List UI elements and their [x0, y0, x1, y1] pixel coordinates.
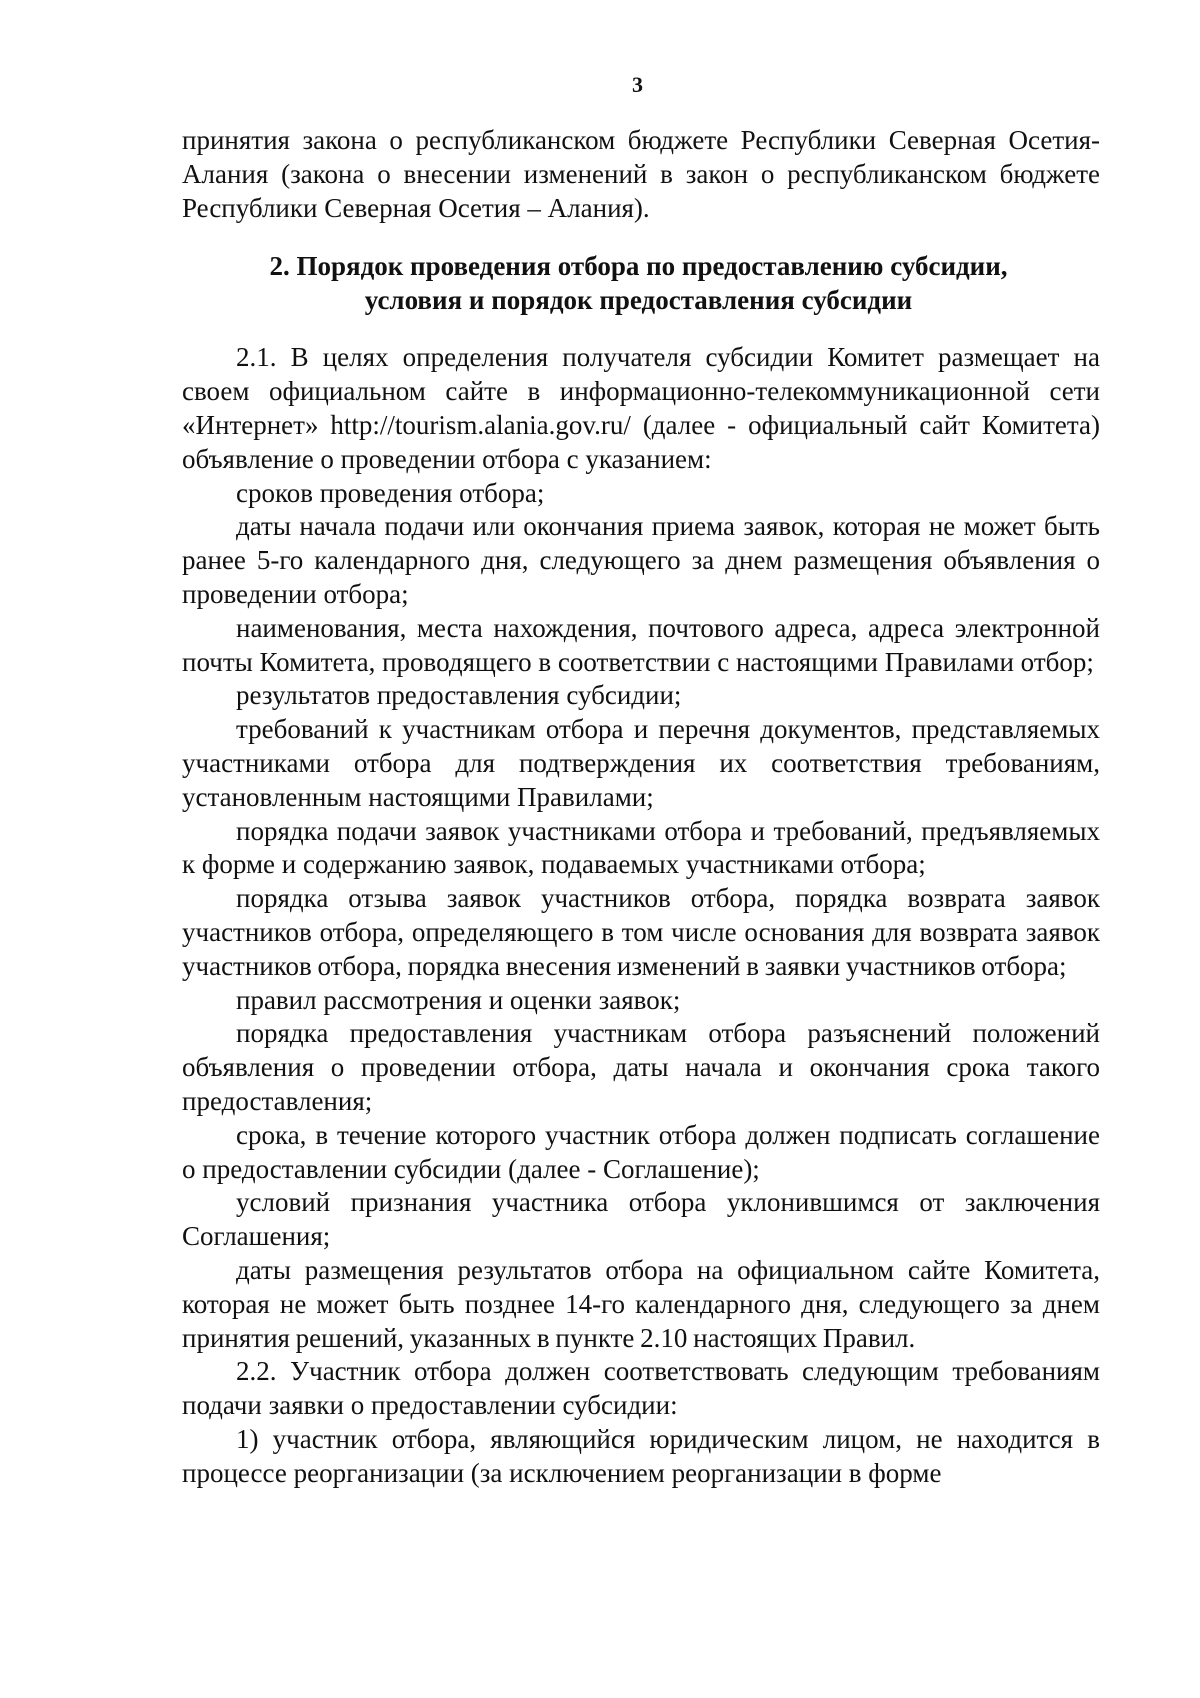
list-item: даты размещения результатов отбора на официальном сайте Комитета, которая не может быть позднее 14-го календарного дня, следующего за днем принятия решений, указанных в пункте 2.10 настоящих Правил.: [182, 1254, 1100, 1353]
list-item: наименования, места нахождения, почтового адреса, адреса электронной почты Комитета, проводящего в соответствии с настоящими Правилами отбор;: [182, 612, 1100, 677]
list-item: требований к участникам отбора и перечня документов, представляемых участниками отбора для подтверждения их соответствия требованиям, установленным настоящими Правилами;: [182, 714, 1100, 812]
list-item: срока, в течение которого участник отбора должен подписать соглашение о предоставлении субсидии (далее - Соглашение);: [182, 1119, 1100, 1184]
list-item: результатов предоставления субсидии;: [236, 680, 682, 711]
list-item: даты начала подачи или окончания приема заявок, которая не может быть ранее 5-го календарного дня, следующего за днем размещения объявления о проведении отбора;: [182, 511, 1100, 609]
paragraph-2-2: 2.2. Участник отбора должен соответствовать следующим требованиям подачи заявки о предоставлении субсидии:: [182, 1356, 1100, 1421]
section-heading: [177, 249, 1100, 317]
document-body: [182, 124, 1100, 1490]
list-item: порядка подачи заявок участниками отбора и требований, предъявляемых к форме и содержанию заявок, подаваемых участниками отбора;: [182, 815, 1100, 880]
intro-paragraph: принятия закона о республиканском бюджете Республики Северная Осетия-Алания (закона о внесении изменений в закон о республиканском бюджете Республики Северная Осетия – Алания).: [182, 125, 1100, 223]
list-item: условий признания участника отбора уклонившимся от заключения Соглашения;: [182, 1187, 1100, 1252]
paragraph-2-1: 2.1. В целях определения получателя субсидии Комитет размещает на своем официальном сайте в информационно-телекоммуникационной сети «Интернет» http://tourism.alania.gov.ru/ (далее - официальный сайт Комитета) объявление о проведении отбора с указанием:: [182, 342, 1100, 474]
list-item: порядка предоставления участникам отбора разъяснений положений объявления о проведении отбора, даты начала и окончания срока такого предоставления;: [182, 1018, 1100, 1116]
page-number: 3: [632, 72, 643, 97]
list-item: правил рассмотрения и оценки заявок;: [236, 984, 681, 1015]
section-heading-line-2: условия и порядок предоставления субсидии: [364, 285, 913, 316]
list-item: порядка отзыва заявок участников отбора, порядка возврата заявок участников отбора, определяющего в том числе основания для возврата заявок участников отбора, порядка внесения изменений в заявки участников отбора;: [182, 883, 1100, 981]
paragraph-2-2-item-1: 1) участник отбора, являющийся юридическим лицом, не находится в процессе реорганизации (за исключением реорганизации в форме: [182, 1423, 1100, 1488]
section-heading-line-1: 2. Порядок проведения отбора по предоставлению субсидии,: [269, 251, 1008, 282]
list-item: сроков проведения отбора;: [236, 477, 545, 508]
